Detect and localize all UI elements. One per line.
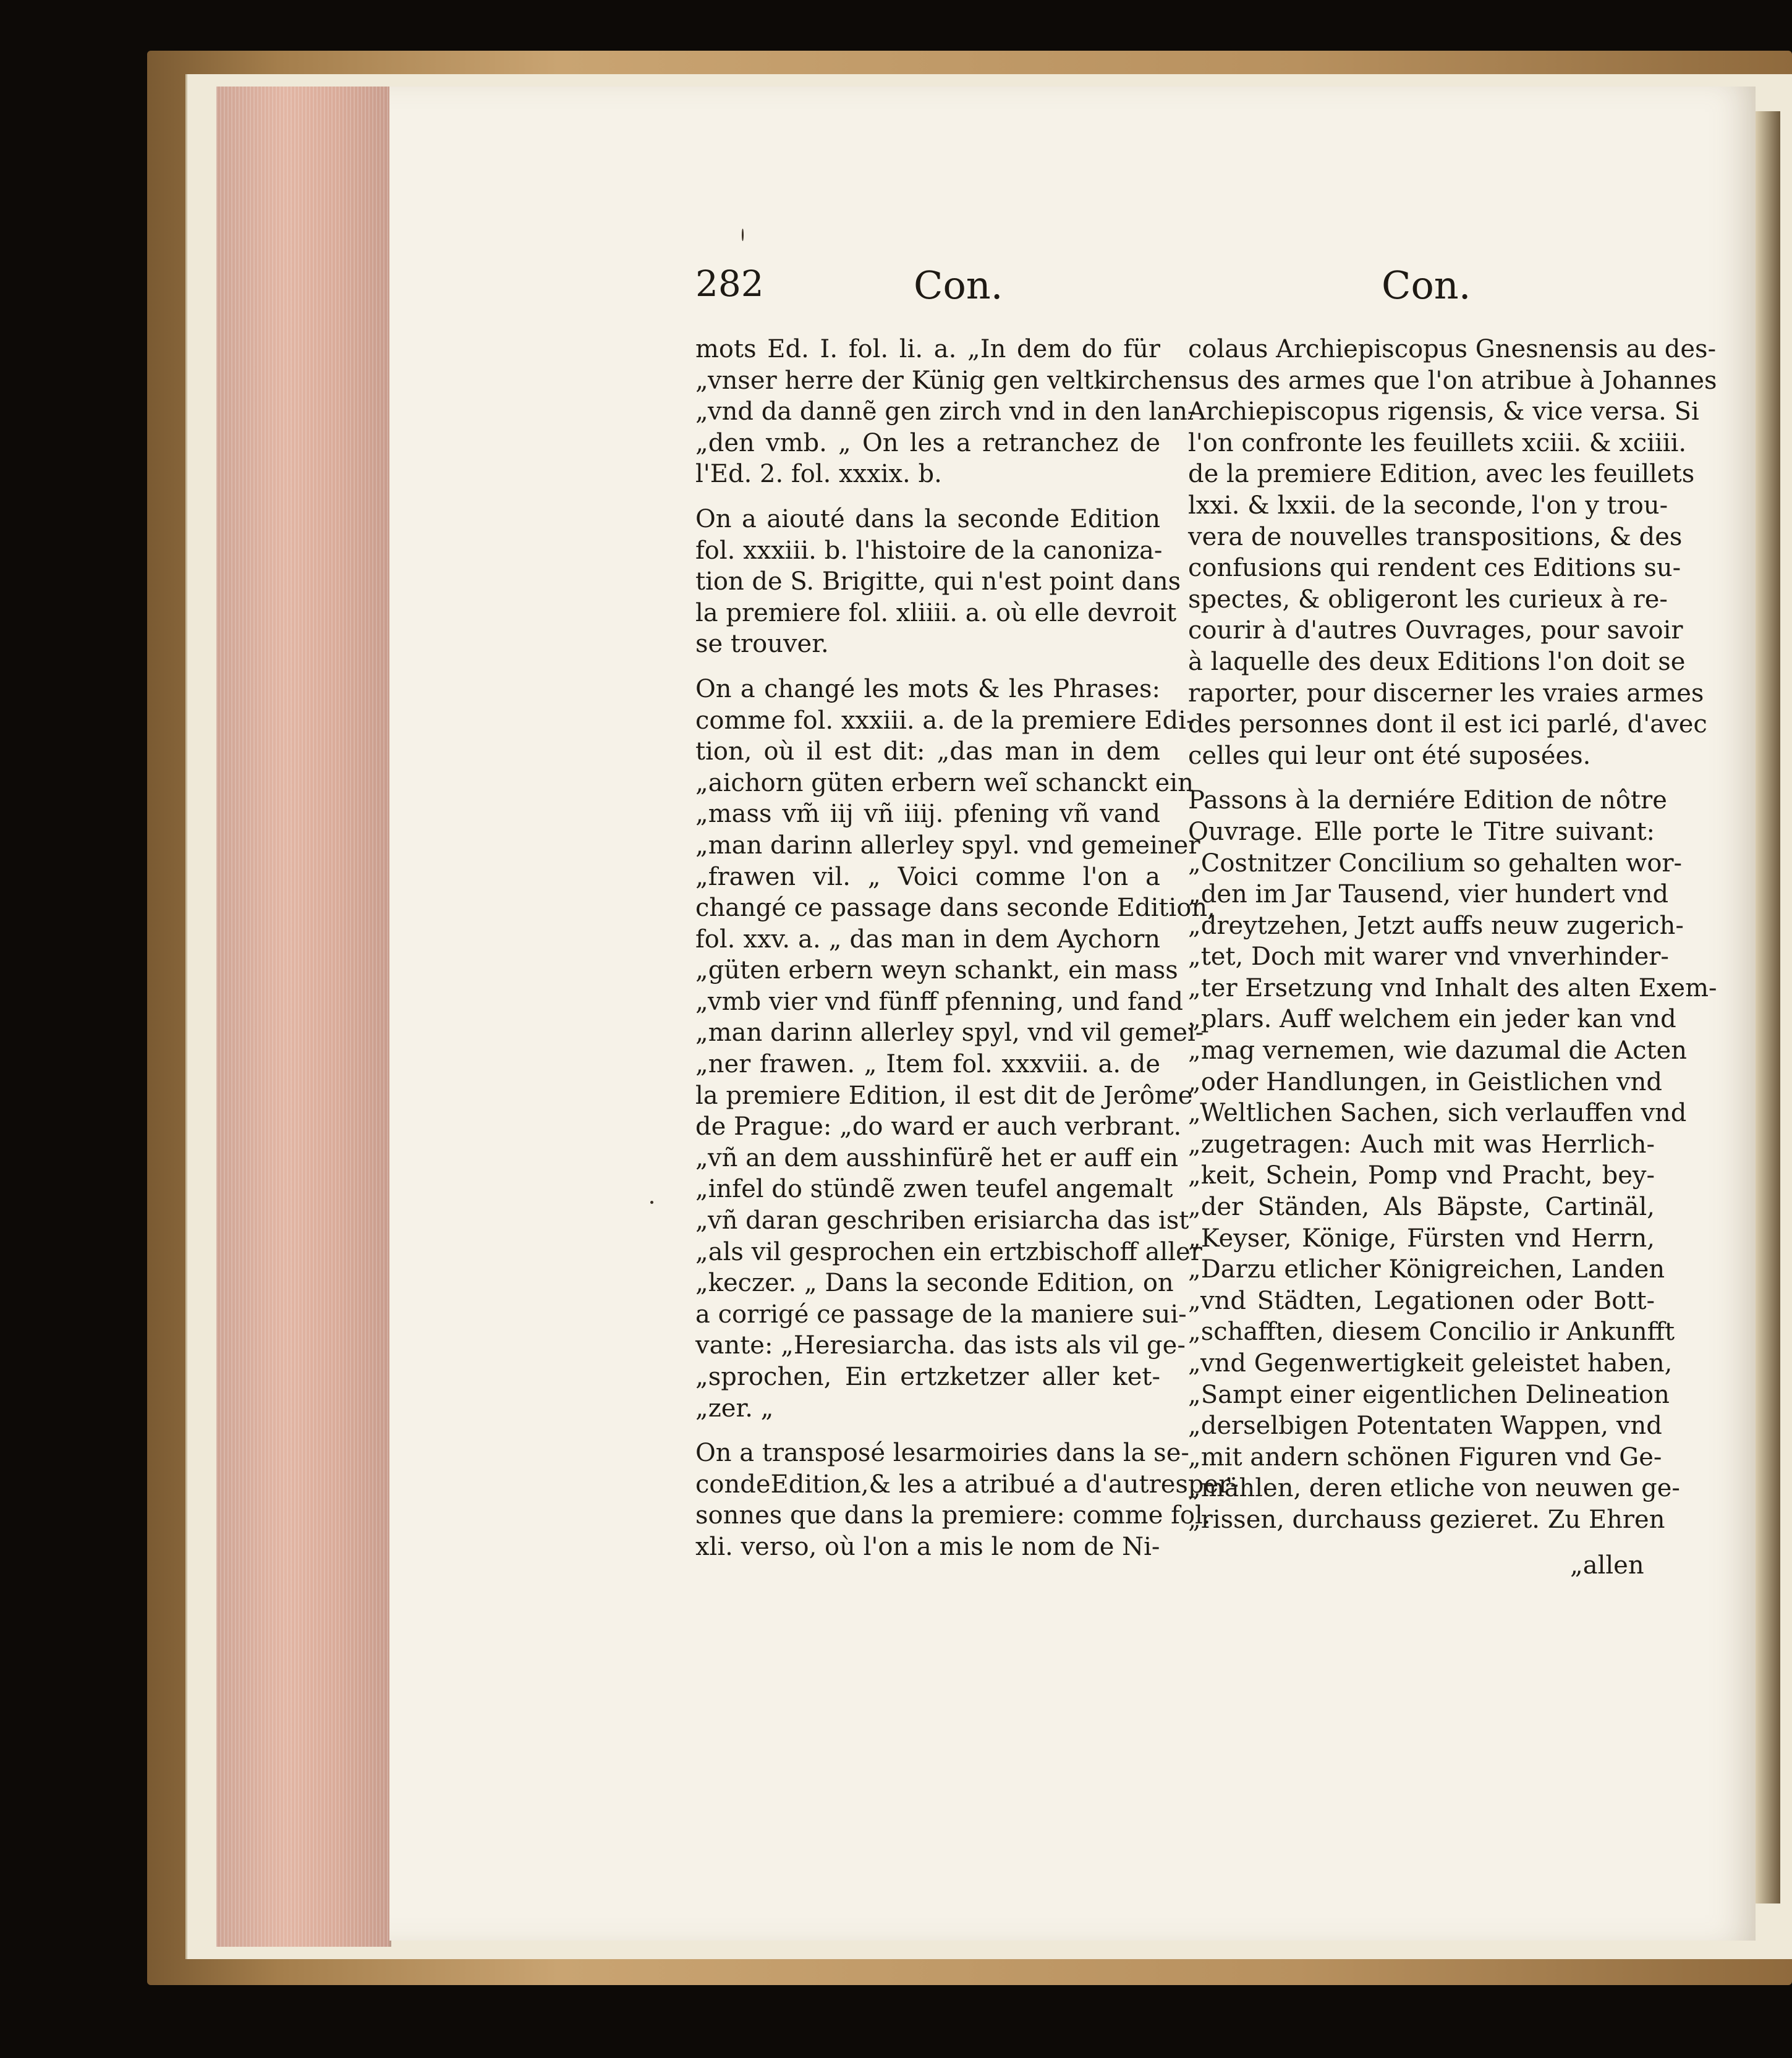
text-line: „zer. „: [695, 1394, 774, 1423]
right-column-paragraph: [1188, 334, 1717, 771]
text-line: de la premiere Edition, avec les feuillets: [1188, 460, 1695, 489]
text-line: sus des armes que l'on atribue à Johannes: [1188, 366, 1717, 395]
text-line: „keit, Schein, Pomp vnd Pracht, bey-: [1188, 1161, 1655, 1190]
text-line: la premiere Edition, il est dit de Jerôme: [695, 1081, 1193, 1110]
text-line: Archiepiscopus rigensis, & vice versa. Si: [1188, 397, 1699, 426]
text-line: „plars. Auff welchem ein jeder kan vnd: [1188, 1005, 1676, 1034]
catchword: „allen: [1570, 1551, 1644, 1580]
text-line: confusions qui rendent ces Editions su-: [1188, 554, 1681, 583]
text-line: „mählen, deren etliche von neuwen ge-: [1188, 1474, 1680, 1503]
text-line: „als vil gesprochen ein ertzbischoff aller: [695, 1237, 1202, 1266]
text-line: Passons à la derniére Edition de nôtre: [1188, 786, 1667, 815]
text-line: „mit andern schönen Figuren vnd Ge-: [1188, 1442, 1662, 1472]
ink-speck: [650, 1201, 653, 1204]
left-column-paragraph: [695, 674, 1215, 1424]
text-line: „derselbigen Potentaten Wappen, vnd: [1188, 1412, 1662, 1441]
text-line: vante: „Heresiarcha. das ists als vil ge-: [695, 1331, 1186, 1360]
text-line: „Keyser, Könige, Fürsten vnd Herrn,: [1188, 1224, 1655, 1253]
text-line: condeEdition,& les a atribué a d'autresper-: [695, 1470, 1239, 1499]
text-line: „vnd da dannẽ gen zirch vnd in den lan-: [695, 397, 1196, 426]
left-column-paragraph: [695, 504, 1181, 660]
text-line: vera de nouvelles transpositions, & des: [1188, 522, 1683, 551]
text-line: de Prague: „do ward er auch verbrant.: [695, 1112, 1182, 1141]
text-line: „Weltlichen Sachen, sich verlauffen vnd: [1188, 1099, 1687, 1128]
ink-speck: [742, 229, 744, 241]
text-line: „aichorn güten erbern weĩ schanckt ein: [695, 768, 1194, 797]
running-head-left: Con.: [914, 263, 1003, 308]
text-line: tion, où il est dit: „das man in dem: [695, 737, 1160, 766]
text-line: „vnd Städten, Legationen oder Bott-: [1188, 1286, 1655, 1315]
running-head-right: Con.: [1382, 263, 1471, 308]
text-line: à laquelle des deux Editions l'on doit se: [1188, 647, 1686, 676]
text-line: „schafften, diesem Concilio ir Ankunfft: [1188, 1318, 1675, 1347]
text-line: xli. verso, où l'on a mis le nom de Ni-: [695, 1532, 1160, 1561]
text-line: fol. xxxiii. b. l'histoire de la canoniza-: [695, 536, 1163, 565]
text-line: a corrigé ce passage de la maniere sui-: [695, 1300, 1187, 1329]
text-line: „vmb vier vnd fünff pfenning, und fand: [695, 987, 1183, 1016]
text-line: „den vmb. „ On les a retranchez de: [695, 428, 1160, 457]
text-line: „Costnitzer Concilium so gehalten wor-: [1188, 849, 1683, 878]
text-line: „frawen vil. „ Voici comme l'on a: [695, 862, 1160, 891]
text-line: „man darinn allerley spyl, vnd vil gemei-: [695, 1018, 1204, 1048]
text-line: se trouver.: [695, 630, 829, 659]
text-line: comme fol. xxxiii. a. de la premiere Edi-: [695, 706, 1195, 735]
text-line: la premiere fol. xliiii. a. où elle devroit: [695, 598, 1177, 627]
text-line: changé ce passage dans seconde Edition,: [695, 894, 1215, 923]
text-line: „dreytzehen, Jetzt auffs neuw zugerich-: [1188, 911, 1684, 940]
text-line: On a changé les mots & les Phrases:: [695, 674, 1160, 703]
text-line: „ner frawen. „ Item fol. xxxviii. a. de: [695, 1050, 1160, 1079]
text-line: spectes, & obligeront les curieux à re-: [1188, 585, 1668, 614]
text-line: des personnes dont il est ici parlé, d'avec: [1188, 710, 1707, 739]
text-line: „vnser herre der Künig gen veltkirchen: [695, 366, 1189, 395]
text-line: sonnes que dans la premiere: comme fol.: [695, 1501, 1211, 1530]
text-line: tion de S. Brigitte, qui n'est point dans: [695, 567, 1181, 596]
text-line: l'Ed. 2. fol. xxxix. b.: [695, 460, 942, 489]
text-line: On a aiouté dans la seconde Edition: [695, 504, 1160, 533]
text-line: „vñ an dem ausshinfürẽ het er auff ein: [695, 1143, 1179, 1172]
text-line: „den im Jar Tausend, vier hundert vnd: [1188, 880, 1669, 909]
text-line: „infel do stündẽ zwen teufel angemalt: [695, 1175, 1173, 1204]
gutter-shadow: [1756, 111, 1780, 1903]
text-line: colaus Archiepiscopus Gnesnensis au des-: [1188, 335, 1717, 363]
left-column-paragraph: [695, 334, 1196, 490]
text-line: „vñ daran geschriben erisiarcha das ist: [695, 1206, 1189, 1235]
text-line: Ouvrage. Elle porte le Titre suivant:: [1188, 817, 1655, 846]
right-column: [1188, 334, 1717, 1536]
text-line: raporter, pour discerner les vraies armes: [1188, 679, 1704, 708]
text-line: fol. xxv. a. „ das man in dem Aychorn: [695, 925, 1160, 954]
text-line: „keczer. „ Dans la seconde Edition, on: [695, 1269, 1174, 1298]
text-line: „rissen, durchauss gezieret. Zu Ehren: [1188, 1505, 1665, 1534]
text-line: „sprochen, Ein ertzketzer aller ket-: [695, 1363, 1160, 1391]
left-column: [695, 334, 1239, 1563]
text-line: „Sampt einer eigentlichen Delineation: [1188, 1380, 1670, 1409]
text-line: „mag vernemen, wie dazumal die Acten: [1188, 1036, 1688, 1065]
left-column-paragraph: [695, 1438, 1239, 1562]
right-column-paragraph: [1188, 785, 1717, 1535]
text-line: „zugetragen: Auch mit was Herrlich-: [1188, 1130, 1655, 1159]
text-line: „man darinn allerley spyl. vnd gemeiner: [695, 831, 1200, 860]
text-line: „güten erbern weyn schankt, ein mass: [695, 956, 1178, 985]
text-line: On a transposé lesarmoiries dans la se-: [695, 1439, 1189, 1468]
text-line: „oder Handlungen, in Geistlichen vnd: [1188, 1067, 1662, 1096]
text-line: l'on confronte les feuillets xciii. & xciiii.: [1188, 428, 1687, 457]
text-line: „der Ständen, Als Bäpste, Cartinäl,: [1188, 1193, 1655, 1222]
text-line: „mass vm̃ iij vñ iiij. pfening vñ vand: [695, 800, 1160, 829]
text-line: „Darzu etlicher Königreichen, Landen: [1188, 1255, 1665, 1284]
page-edges-gilt: [216, 87, 391, 1947]
page-number: 282: [695, 263, 764, 305]
text-line: mots Ed. I. fol. li. a. „In dem do für: [695, 335, 1160, 363]
text-line: lxxi. & lxxii. de la seconde, l'on y trou-: [1188, 491, 1668, 520]
text-line: „tet, Doch mit warer vnd vnverhinder-: [1188, 942, 1669, 972]
text-line: celles qui leur ont été suposées.: [1188, 741, 1591, 770]
text-line: „ter Ersetzung vnd Inhalt des alten Exem-: [1188, 973, 1717, 1002]
text-line: „vnd Gegenwertigkeit geleistet haben,: [1188, 1349, 1673, 1378]
text-line: courir à d'autres Ouvrages, pour savoir: [1188, 616, 1683, 645]
